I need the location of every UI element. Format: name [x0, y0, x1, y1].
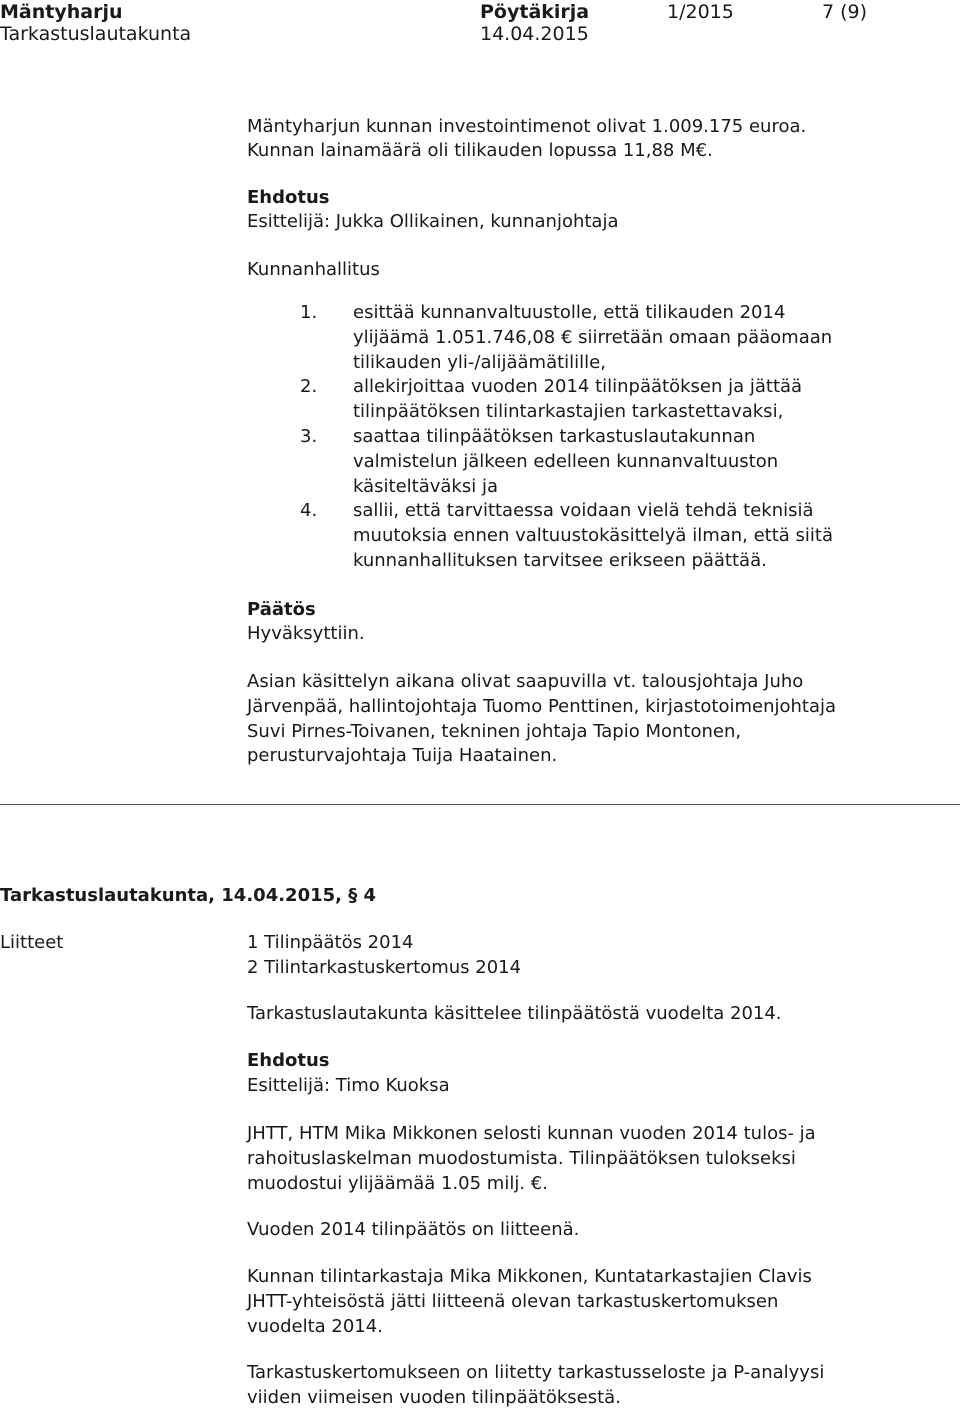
- list-item: [300, 499, 900, 573]
- body-paragraph: [247, 1218, 579, 1243]
- board-label: Kunnanhallitus: [247, 259, 380, 280]
- attachment-item: 2 Tilintarkastuskertomus 2014: [247, 957, 522, 978]
- document-type: Pöytäkirja: [480, 1, 590, 23]
- paragraph-line: Tarkastuskertomukseen on liitetty tarkastusseloste ja P-analyysi: [247, 1362, 825, 1383]
- list-item-number: 3.: [300, 425, 318, 447]
- list-item-line: kunnanhallituksen tarvitsee erikseen päättää.: [353, 549, 767, 571]
- intro-line: Mäntyharjun kunnan investointimenot olivat 1.009.175 euroa.: [247, 116, 807, 137]
- presenter: Esittelijä: Jukka Ollikainen, kunnanjohtaja: [247, 211, 619, 232]
- list-item-line: tilinpäätöksen tilintarkastajien tarkastettavaksi,: [353, 401, 784, 423]
- proposal-heading: Ehdotus: [247, 187, 330, 208]
- municipality-name: Mäntyharju: [0, 1, 123, 23]
- list-item-line: muutoksia ennen valtuustokäsittelyä ilman, että siitä: [353, 525, 834, 547]
- proposal-heading: Ehdotus: [247, 1050, 330, 1071]
- decision-text: Hyväksyttiin.: [247, 623, 365, 644]
- list-item-number: 4.: [300, 500, 318, 522]
- attendance-paragraph: [247, 670, 836, 769]
- list-item: [300, 425, 900, 499]
- paragraph-line: JHTT, HTM Mika Mikkonen selosti kunnan vuoden 2014 tulos- ja: [247, 1123, 816, 1144]
- paragraph-line: rahoituslaskelman muodostumista. Tilinpäätöksen tulokseksi: [247, 1147, 796, 1169]
- list-item-line: saattaa tilinpäätöksen tarkastuslautakunnan: [353, 425, 756, 447]
- attendance-line: Suvi Pirnes-Toivanen, tekninen johtaja Tapio Montonen,: [247, 720, 742, 742]
- list-item: [300, 375, 900, 425]
- list-item-line: sallii, että tarvittaessa voidaan vielä tehdä teknisiä: [353, 500, 814, 522]
- attendance-line: perusturvajohtaja Tuija Haatainen.: [247, 745, 558, 767]
- list-item-line: ylijäämä 1.051.746,08 € siirretään omaan pääomaan: [353, 326, 833, 348]
- list-item: [300, 301, 900, 375]
- body-paragraph: [247, 1122, 816, 1196]
- meeting-date: 14.04.2015: [480, 23, 589, 45]
- section-title: Tarkastuslautakunta, 14.04.2015, § 4: [0, 885, 377, 906]
- paragraph-line: vuodelta 2014.: [247, 1315, 383, 1337]
- page-number: 7 (9): [822, 1, 868, 23]
- body-paragraph: [247, 1265, 812, 1339]
- board-name: Tarkastuslautakunta: [0, 23, 192, 45]
- paragraph-line: JHTT-yhteisöstä jätti liitteenä olevan tarkastuskertomuksen: [247, 1290, 779, 1312]
- decision-heading: Päätös: [247, 599, 316, 620]
- paragraph-line: Kunnan tilintarkastaja Mika Mikkonen, Kuntatarkastajien Clavis: [247, 1266, 812, 1287]
- attachments-label: Liitteet: [0, 932, 64, 953]
- issue-number: 1/2015: [667, 1, 734, 23]
- list-item-number: 2.: [300, 376, 318, 398]
- list-item-line: tilikauden yli-/alijäämätilille,: [353, 351, 606, 373]
- list-item-line: allekirjoittaa vuoden 2014 tilinpäätöksen ja jättää: [353, 376, 803, 398]
- list-item-number: 1.: [300, 302, 318, 323]
- list-item-line: käsiteltäväksi ja: [353, 475, 498, 497]
- intro-line: Kunnan lainamäärä oli tilikauden lopussa 11,88 M€.: [247, 140, 713, 161]
- section-divider: [0, 804, 960, 805]
- paragraph-line: muodostui ylijäämää 1.05 milj. €.: [247, 1172, 548, 1194]
- list-item-line: valmistelun jälkeen edelleen kunnanvaltuuston: [353, 450, 779, 472]
- attendance-line: Järvenpää, hallintojohtaja Tuomo Penttinen, kirjastotoimenjohtaja: [247, 695, 837, 717]
- intro-text: Tarkastuslautakunta käsittelee tilinpäätöstä vuodelta 2014.: [247, 1003, 782, 1024]
- attendance-line: Asian käsittelyn aikana olivat saapuvilla vt. talousjohtaja Juho: [247, 671, 804, 692]
- paragraph-line: viiden viimeisen vuoden tilinpäätöksestä.: [247, 1386, 621, 1408]
- presenter: Esittelijä: Timo Kuoksa: [247, 1075, 450, 1096]
- attachment-item: 1 Tilinpäätös 2014: [247, 932, 414, 953]
- paragraph-line: Vuoden 2014 tilinpäätös on liitteenä.: [247, 1219, 580, 1240]
- proposal-list: [300, 301, 900, 574]
- list-item-line: esittää kunnanvaltuustolle, että tilikauden 2014: [353, 302, 786, 323]
- body-paragraph: [247, 1361, 824, 1411]
